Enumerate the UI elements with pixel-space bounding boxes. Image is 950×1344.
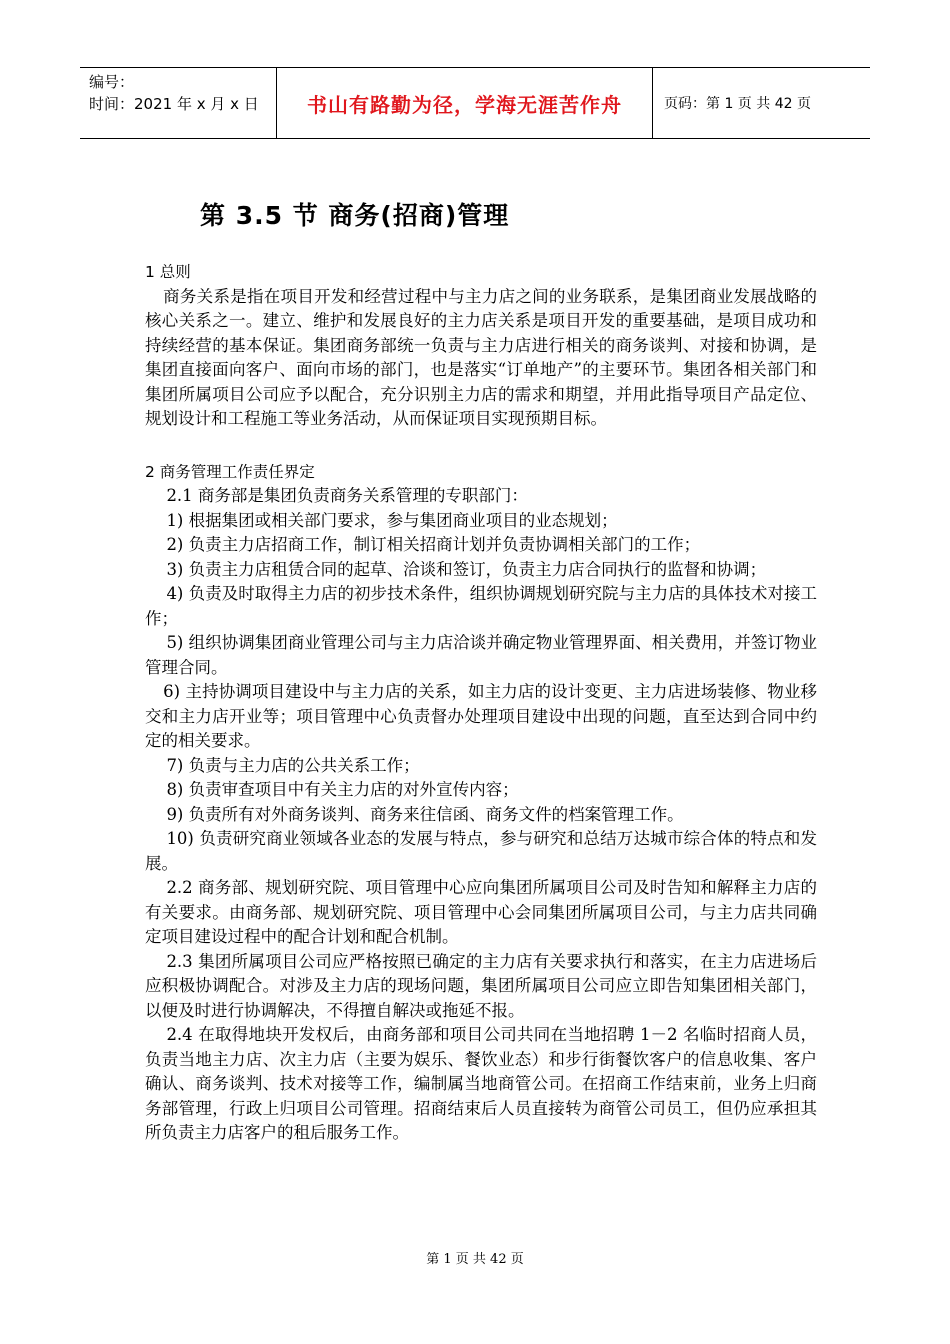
list-item: 1) 根据集团或相关部门要求，参与集团商业项目的业态规划； bbox=[166, 510, 618, 530]
section-2-heading: 2 商务管理工作责任界定 bbox=[145, 462, 315, 481]
list-item: 9) 负责所有对外商务谈判、商务来往信函、商务文件的档案管理工作。 bbox=[166, 804, 684, 824]
section-2-2: 2.2 商务部、规划研究院、项目管理中心应向集团所属项目公司及时告知和解释主力店的有关要求。由商务部、规划研究院、项目管理中心会同集团所属项目公司，与主力店共同确定项目建设过程中的配合计划和配合机制。 bbox=[145, 878, 817, 946]
list-item: 2) 负责主力店招商工作，制订相关招商计划并负责协调相关部门的工作； bbox=[166, 535, 701, 554]
list-item: 7) 负责与主力店的公共关系工作； bbox=[166, 755, 420, 775]
page-header bbox=[80, 67, 870, 139]
motto: 书山有路勤为径，学海无涯苦作舟 bbox=[276, 68, 653, 138]
section-1-paragraph: 商务关系是指在项目开发和经营过程中与主力店之间的业务联系，是集团商业发展战略的核心关系之一。建立、维护和发展良好的主力店关系是项目开发的重要基础，是项目成功和持续经营的基本保证。集团商务部统一负责与主力店进行相关的商务谈判、对接和协调，是集团直接面向客户、面向市场的部门，也是落实“订单地产”的主要环节。集团各相关部门和集团所属项目公司应予以配合，充分识别主力店的需求和期望，并用此指导项目产品定位、规划设计和工程施工等业务活动，从而保证项目实现预期目标。 bbox=[145, 286, 817, 428]
time-label: 时间：2021 年 x 月 x 日 bbox=[89, 95, 259, 113]
page-info: 页码：第 1 页 共 42 页 bbox=[664, 96, 811, 112]
number-label: 编号： bbox=[89, 73, 135, 91]
section-2-3: 2.3 集团所属项目公司应严格按照已确定的主力店有关要求执行和落实，在主力店进场后应积极协调配合。对涉及主力店的现场问题，集团所属项目公司应立即告知集团相关部门，以便及时进行协调解决，不得擅自解决或拖延不报。 bbox=[145, 951, 817, 1020]
page-title: 第 3.5 节 商务(招商)管理 bbox=[200, 201, 510, 230]
list-item: 10) 负责研究商业领域各业态的发展与特点，参与研究和总结万达城市综合体的特点和发展。 bbox=[145, 829, 817, 873]
list-item: 3) 负责主力店租赁合同的起草、洽谈和签订，负责主力店合同执行的监督和协调； bbox=[166, 559, 767, 579]
list-item: 4) 负责及时取得主力店的初步技术条件，组织协调规划研究院与主力店的具体技术对接工作； bbox=[145, 584, 817, 628]
section-2-1: 2.1 商务部是集团负责商务关系管理的专职部门： bbox=[166, 486, 528, 505]
list-item: 5) 组织协调集团商业管理公司与主力店洽谈并确定物业管理界面、相关费用，并签订物业管理合同。 bbox=[145, 633, 817, 677]
list-item: 6) 主持协调项目建设中与主力店的关系，如主力店的设计变更、主力店进场装修、物业移交和主力店开业等；项目管理中心负责督办处理项目建设中出现的问题，直至达到合同中约定的相关要求。 bbox=[145, 682, 817, 750]
section-1-heading: 1 总则 bbox=[145, 263, 191, 281]
section-2-4: 2.4 在取得地块开发权后，由商务部和项目公司共同在当地招聘 1－2 名临时招商人员，负责当地主力店、次主力店（主要为娱乐、餐饮业态）和步行街餐饮客户的信息收集、客户确认、商务谈判、技术对接等工作，编制属当地商管公司。在招商工作结束前，业务上归商务部管理，行政上归项目公司管理。招商结束后人员直接转为商管公司员工，但仍应承担其所负责主力店客户的租后服务工作。 bbox=[145, 1025, 817, 1142]
list-item: 8) 负责审查项目中有关主力店的对外宣传内容； bbox=[166, 780, 519, 799]
document-body bbox=[145, 260, 817, 1146]
header-meta bbox=[80, 68, 276, 138]
page-footer: 第 1 页 共 42 页 bbox=[426, 1252, 524, 1267]
